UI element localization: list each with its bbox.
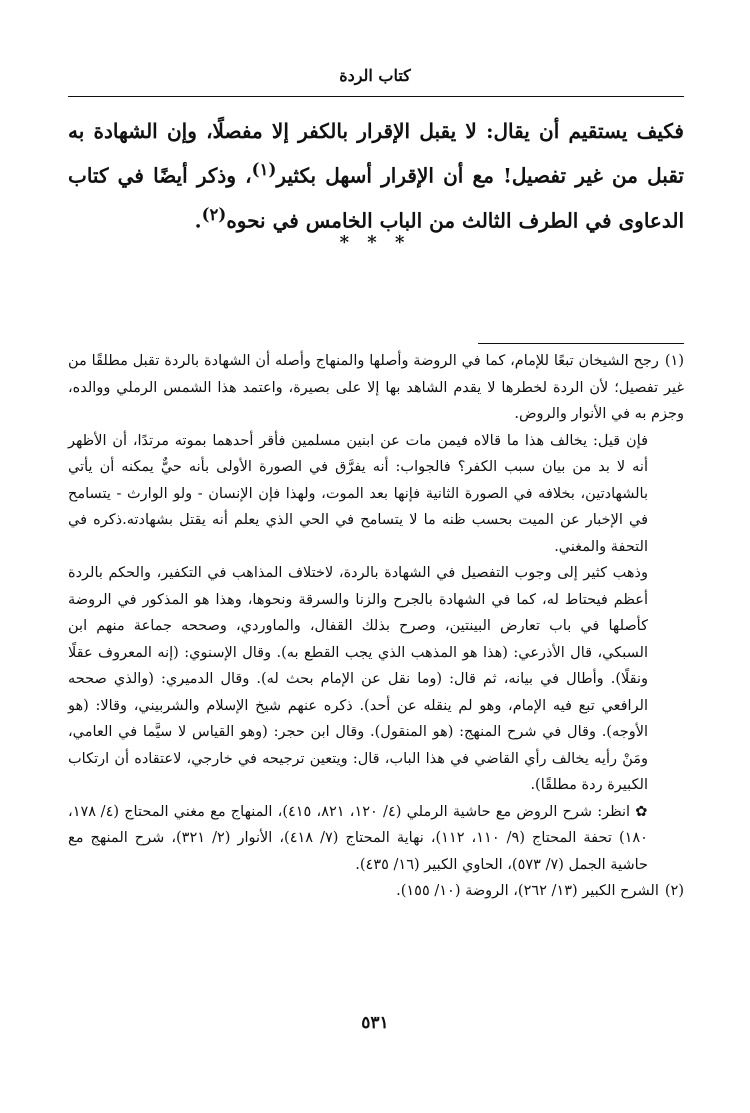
footnote-1-paragraph-4 bbox=[68, 799, 684, 879]
footnotes bbox=[68, 348, 684, 905]
footnote-1-number: (١) bbox=[664, 353, 684, 369]
main-paragraph-text: فكيف يستقيم أن يقال: لا يقبل الإقرار بالكفر إلا مفصلًا، وإن الشهادة به تقبل من غير تفصيل! مع أن الإقرار أسهل بكثير bbox=[68, 119, 684, 188]
footnote-ref-1[interactable]: (١) bbox=[251, 159, 277, 179]
section-separator: * * * bbox=[339, 232, 411, 253]
footnote-2-number: (٢) bbox=[664, 883, 684, 899]
page-number: ٥٣١ bbox=[361, 1013, 389, 1033]
main-text bbox=[68, 112, 684, 239]
main-paragraph-end: . bbox=[194, 208, 202, 233]
flower-icon: ✿ bbox=[635, 803, 649, 820]
main-paragraph bbox=[68, 112, 684, 239]
main-paragraph-continuation: ، وذكر أيضًا في كتاب الدعاوى في الطرف الثالث من الباب الخامس في نحوه bbox=[68, 163, 684, 233]
footnote-2-text: الشرح الكبير (١٣/ ٢٦٢)، الروضة (١٠/ ١٥٥). bbox=[396, 883, 659, 899]
running-header-title: كتاب الردة bbox=[339, 66, 411, 85]
footnote-2 bbox=[68, 878, 684, 905]
footnote-1-paragraph-3: وذهب كثير إلى وجوب التفصيل في الشهادة بالردة، لاختلاف المذاهب في التكفير، والحكم بالردة أعظم فيحتاط له، كما في الشهادة بالجرح والزنا والسرقة ونحوها، وهذا هو المذكور في الروضة كأصلها في باب تعارض البينتين، وصرح بذلك القفال، والماوردي، وصححه جماعة منهم ابن السبكي، قال الأذرعي: (هذا هو المذهب الذي يجب القطع به). وقال الإسنوي: (إنه المعروف عقلًا ونقلًا). وأطال في بيانه، ثم قال: (وما نقل عن الإمام بحث له). وقال الدميري: (والذي صححه الرافعي تبع فيه الإمام، وهو لم ينقله عن أحد). ذكره عنهم شيخ الإسلام والشربيني، وقالا: (هو الأوجه). وقال في شرح المنهج: (هو المنقول). وقال ابن حجر: (وهو القياس لا سيَّما في العامي، ومَنْ رأيه يخالف رأي القاضي في هذا الباب، قال: ويتعين ترجيحه في خارجي، لاعتقاده أن ارتكاب الكبيرة ردة مطلقًا). bbox=[68, 565, 648, 793]
footnote-1-text-1: رجح الشيخان تبعًا للإمام، كما في الروضة وأصلها والمنهاج وأصله أن الشهادة بالردة تقبل مطلقًا من غير تفصيل؛ لأن الردة لخطرها لا يقدم الشاهد بها إلا على بصيرة، واعتمد هذا الشمس الرملي ووالده، وجزم به في الأنوار والروض. bbox=[68, 353, 684, 422]
footnote-ref-2[interactable]: (٢) bbox=[201, 203, 227, 224]
footnote-1-paragraph-2: فإن قيل: يخالف هذا ما قالاه فيمن مات عن ابنين مسلمين فأقر أحدهما بموته مرتدًا، أن الأظهر أنه لا بد من بيان سبب الكفر؟ فالجواب: أنه يفرَّق في الصورة الأولى بأنه حيٌّ يمكنه أن يأتي بالشهادتين، بخلافه في الصورة الثانية فإنها بعد الموت، ولهذا فإن الإنسان - ولو الوارث - يتسامح في الإخبار عن الميت بحسب ظنه ما لا يتسامح في الحي الذي يعلم أنه يقتل بشهادته.ذكره في التحفة والمغني. bbox=[68, 432, 648, 555]
footnote-1-paragraph-1 bbox=[68, 348, 684, 428]
header-rule bbox=[68, 96, 684, 97]
footnote-rule bbox=[478, 343, 684, 344]
footnote-1-sources: انظر: شرح الروض مع حاشية الرملي (٤/ ١٢٠، ٨٢١، ٤١٥)، المنهاج مع مغني المحتاج (٤/ ١٧٨، ١٨٠) تحفة المحتاج (٩/ ١١٠، ١١٢)، نهاية المحتاج (٧/ ٤١٨)، الأنوار (٢/ ٣٢١)، شرح المنهج مع حاشية الجمل (٧/ ٥٧٣)، الحاوي الكبير (١٦/ ٤٣٥). bbox=[68, 803, 648, 873]
